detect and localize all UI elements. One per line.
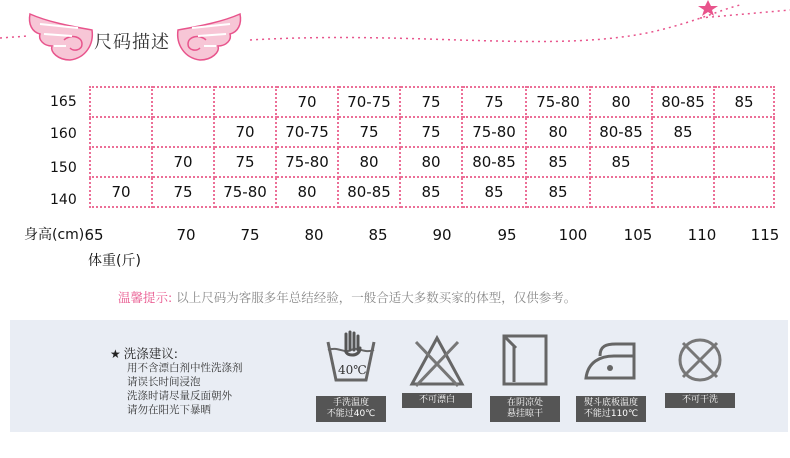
caption-line: 不可干洗 <box>681 395 718 405</box>
size-row <box>90 117 774 147</box>
no-dry-clean-icon <box>665 328 735 398</box>
care-caption <box>402 393 472 408</box>
size-cell <box>90 147 152 177</box>
size-cell: 80-85 <box>652 87 714 117</box>
care-caption <box>490 396 560 422</box>
section-header <box>0 0 790 80</box>
size-cell: 70 <box>90 177 152 207</box>
iron-icon <box>576 328 646 398</box>
size-cell <box>214 87 276 117</box>
size-cell: 80 <box>590 87 652 117</box>
size-cell: 75 <box>400 117 462 147</box>
weight-label: 95 <box>497 226 517 244</box>
size-row <box>90 87 774 117</box>
size-cell: 75-80 <box>276 147 338 177</box>
size-cell: 75 <box>152 177 214 207</box>
size-cell: 80 <box>276 177 338 207</box>
size-cell <box>152 117 214 147</box>
size-cell <box>652 177 714 207</box>
height-axis-label: 身高(cm) <box>24 227 85 243</box>
size-cell: 85 <box>400 177 462 207</box>
size-row <box>90 147 774 177</box>
size-cell: 85 <box>652 117 714 147</box>
weight-label: 70 <box>176 226 196 244</box>
size-cell: 75 <box>214 147 276 177</box>
size-cell: 80-85 <box>338 177 400 207</box>
size-cell: 75-80 <box>214 177 276 207</box>
care-symbol <box>490 328 560 424</box>
size-cell: 75 <box>338 117 400 147</box>
size-cell: 85 <box>526 147 590 177</box>
size-cell <box>152 87 214 117</box>
caption-line: 不能过110℃ <box>583 409 639 419</box>
star-icon: ★ <box>110 347 121 361</box>
care-caption <box>316 396 386 422</box>
weight-label: 100 <box>558 226 588 244</box>
care-line: 请勿在阳光下暴晒 <box>127 404 211 416</box>
care-symbol <box>402 328 472 424</box>
weight-label: 65 <box>84 226 104 244</box>
size-cell: 85 <box>526 177 590 207</box>
size-cell <box>714 177 774 207</box>
size-cell: 75 <box>400 87 462 117</box>
caption-line: 不可漂白 <box>418 395 455 405</box>
caption-line: 不能过40℃ <box>326 409 376 419</box>
size-cell: 80-85 <box>462 147 526 177</box>
height-label: 160 <box>50 126 77 142</box>
height-label: 140 <box>50 192 77 208</box>
tip-text: 以上尺码为客服多年总结经验，一般合适大多数买家的体型，仅供参考。 <box>176 290 577 305</box>
size-cell: 70 <box>276 87 338 117</box>
care-line: 用不含漂白剂中性洗涤剂 <box>127 362 243 374</box>
size-cell <box>652 147 714 177</box>
weight-axis-label: 体重(斤) <box>88 253 141 269</box>
care-title-text: 洗涤建议: <box>123 346 178 361</box>
care-symbol <box>316 328 386 424</box>
care-caption <box>665 393 735 408</box>
size-cell: 80-85 <box>590 117 652 147</box>
size-cell <box>590 177 652 207</box>
size-cell <box>714 117 774 147</box>
weight-label: 80 <box>304 226 324 244</box>
size-cell: 85 <box>462 177 526 207</box>
caption-line: 悬挂晾干 <box>506 409 543 419</box>
size-cell: 70 <box>214 117 276 147</box>
caption-line: 在阴凉处 <box>506 398 543 408</box>
size-cell: 75-80 <box>526 87 590 117</box>
care-title <box>110 344 178 362</box>
weight-label: 90 <box>432 226 452 244</box>
size-cell: 85 <box>714 87 774 117</box>
size-tip <box>118 288 576 306</box>
care-line: 洗涤时请尽量反面朝外 <box>127 390 232 402</box>
weight-label: 105 <box>623 226 653 244</box>
height-label: 150 <box>50 160 77 176</box>
line-dry-shade-icon <box>490 328 560 398</box>
care-symbol <box>665 328 735 424</box>
caption-line: 手洗温度 <box>332 398 369 408</box>
care-symbol <box>576 328 646 424</box>
size-chart-table <box>89 86 775 208</box>
size-cell: 70-75 <box>338 87 400 117</box>
size-cell: 75-80 <box>462 117 526 147</box>
care-caption <box>576 396 646 422</box>
size-cell <box>90 117 152 147</box>
height-label: 165 <box>50 94 77 110</box>
size-cell: 70-75 <box>276 117 338 147</box>
size-cell: 80 <box>526 117 590 147</box>
size-cell: 85 <box>590 147 652 177</box>
size-cell: 75 <box>462 87 526 117</box>
right-wing-icon <box>178 14 241 60</box>
size-cell: 70 <box>152 147 214 177</box>
size-cell: 80 <box>338 147 400 177</box>
size-row <box>90 177 774 207</box>
tip-label: 温馨提示: <box>118 290 173 305</box>
size-cell: 80 <box>400 147 462 177</box>
size-cell <box>90 87 152 117</box>
weight-label: 110 <box>687 226 717 244</box>
wash-temp: 40℃ <box>338 363 367 377</box>
section-title: 尺码描述 <box>94 32 170 53</box>
no-bleach-icon <box>402 328 472 398</box>
care-instructions <box>127 361 243 417</box>
care-panel <box>10 320 788 432</box>
weight-label: 85 <box>368 226 388 244</box>
weight-label: 115 <box>750 226 780 244</box>
size-cell <box>714 147 774 177</box>
caption-line: 熨斗底板温度 <box>583 398 638 408</box>
left-wing-icon <box>29 14 92 60</box>
weight-label: 75 <box>240 226 260 244</box>
care-line: 请误长时间浸泡 <box>127 376 201 388</box>
